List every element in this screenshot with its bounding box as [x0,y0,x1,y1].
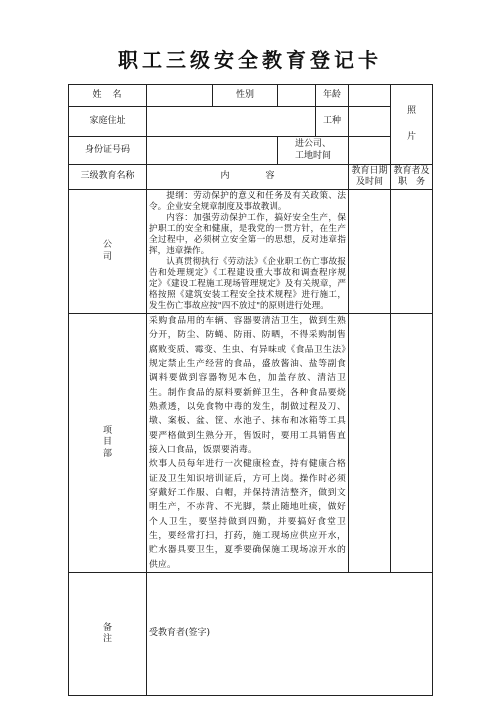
project-label-1: 项 [102,426,112,437]
gender-value[interactable] [278,85,316,107]
join-time-value[interactable] [349,137,391,165]
id-label: 身份证号码 [69,137,147,165]
home-label: 家庭住址 [69,107,147,137]
photo-label-2: 片 [406,131,416,142]
gender-label: 性别 [213,85,278,107]
project-label [69,314,147,573]
trade-value[interactable] [349,107,391,137]
date-header-line-1: 教育日期 [351,165,388,176]
row-id [69,137,433,165]
company-label [69,190,147,314]
company-paragraph: 认真贯彻执行《劳动法》《企业职工伤亡事故报告和处理规定》《工程建设重大事故和调查程序规定》《建设工程施工现场管理规定》及有关规章，严格按照《建筑安装工程安全技术规程》进行施工，发生伤亡事故应按"四不放过"的原则进行处理。 [149,257,346,311]
company-label-1: 公 [102,240,112,251]
project-label-2: 目 [102,437,112,448]
educator-header [391,165,433,190]
remark-label-1: 备 [102,622,112,633]
row-company [69,190,433,314]
project-paragraph: 炊事人员每年进行一次健康检查，持有健康合格证及卫生知识培训证后，方可上岗。操作时必须穿戴好工作服、白帽，并保持清洁整齐，做到文明生产，不赤背、不光脚，禁止随地吐痰，做好个人卫生，要坚持做到四勤，并要搞好食堂卫生，要经常打扫，打药，施工现场应供应开水，贮水器具要卫生，夏季要确保施工现场凉开水的供应。 [149,459,346,570]
remark-label [69,572,147,695]
row-name [69,85,433,107]
trade-label: 工种 [316,107,349,137]
signature-label: 受教育者(签字) [149,628,211,639]
row-project [69,314,433,573]
project-content [147,314,349,573]
age-value[interactable] [349,85,391,107]
name-label: 姓 名 [69,85,147,107]
company-label-2: 司 [102,251,112,262]
registration-card-table [68,84,433,696]
page-title: 职工三级安全教育登记卡 [118,48,382,72]
company-paragraph: 提纲：劳动保护的意义和任务及有关政策、法令。企业安全规章制度及事故教训。 [149,191,346,212]
company-educator[interactable] [391,190,433,314]
row-home [69,107,433,137]
company-paragraph: 内容：加强劳动保护工作，搞好安全生产，保护职工的安全和健康，是我党的一贯方针，在生产全过程中，必须树立安全第一的思想，反对违章指挥，违章操作。 [149,213,346,256]
photo-label-1: 照 [406,106,416,117]
row-remark [69,572,433,695]
home-value[interactable] [147,107,316,137]
join-time-label [278,137,349,165]
project-label-3: 部 [102,448,112,459]
educator-header-line-1: 教育者及 [393,165,430,176]
join-time-line-2: 工地时间 [294,150,331,161]
remark-content[interactable] [147,572,433,695]
remark-label-2: 注 [102,633,112,644]
level-name-header: 三级教育名称 [69,165,147,190]
company-date[interactable] [349,190,391,314]
name-value[interactable] [147,85,213,107]
photo-box [391,85,433,165]
join-time-line-1: 进公司、 [294,139,331,150]
row-header [69,165,433,190]
educator-header-line-2: 职 务 [397,177,425,187]
age-label: 年龄 [316,85,349,107]
project-paragraph: 采购食品用的车辆、容器要清洁卫生，做到生熟分开，防尘、防蝇、防雨、防晒，不得采购制售腐败变质、霉变、生虫、有异味或《食品卫生法》规定禁止生产经营的食品，盛放酱油、盐等副食调料要做到容器物见本色，加盖存放、清洁卫生。制作食品的原料要新鲜卫生，各种食品要烧熟煮透，以免食物中毒的发生，制做过程及刀、墩、案板、盆、筐、水池子、抹布和冰箱等工具要严格做到生熟分开，售饭时，要用工具销售直接入口食品，饭票要消毒。 [149,316,346,455]
date-header [349,165,391,190]
project-date[interactable] [349,314,391,573]
id-value[interactable] [147,137,278,165]
date-header-line-2: 及时间 [355,177,383,187]
content-header: 内 容 [147,165,349,190]
company-content [147,190,349,314]
project-educator[interactable] [391,314,433,573]
